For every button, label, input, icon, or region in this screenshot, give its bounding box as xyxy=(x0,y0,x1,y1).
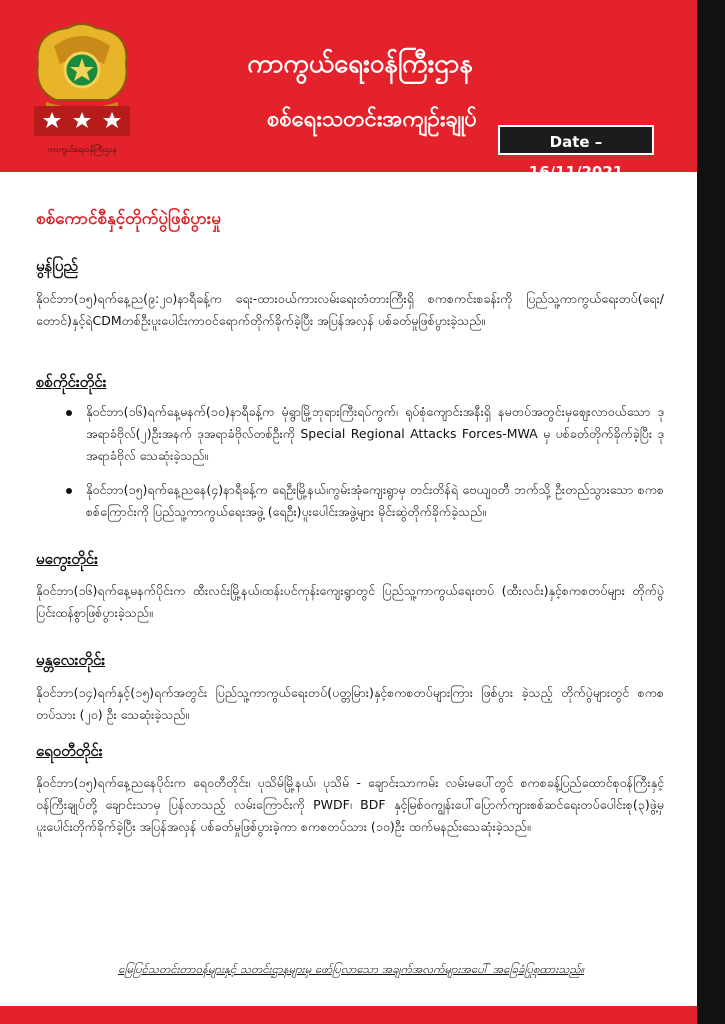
bullet-item: နိုဝင်ဘာ(၁၅)ရက်နေ့ညနေ(၄)နာရီခန့်က ရေဦးမြို့နယ်၊ကွမ်းအုံကျေးရွာမှ တင်းတိန်ရဲ ဗေယျဝတီ ဘက်သို့ ဦးတည်သွားသော စကစစစ်ကြောင်းကို ပြည်သူ့ကာကွယ်ရေးအဖွဲ့ (ရေဦး)ပူးပေါင်းအဖွဲ့များ မိုင်းဆွဲတိုက်ခိုက်ခဲ့သည်။ xyxy=(86,482,664,519)
bullet-icon xyxy=(66,410,72,416)
ministry-title: ကာကွယ်ရေးဝန်ကြီးဌာန xyxy=(247,49,473,79)
bullet-icon xyxy=(66,488,72,494)
section-heading-sagaing: စစ်ကိုင်းတိုင်း xyxy=(36,373,107,391)
section-heading-mandalay: မန္တလေးတိုင်း xyxy=(36,651,106,669)
section-paragraph: နိုဝင်ဘာ(၁၅)ရက်နေ့ညနေပိုင်းက ရေဝတီတိုင်း၊ ပုသိမ်မြို့နယ်၊ ပုသိမ် - ချောင်းသာကမ်း လမ်းမပေါ်တွင် စကစခန့်ပြည်ထောင်စုဝန်ကြီးနှင့်ဝန်ကြီးချုပ်တို့ ချောင်းသာမှ ပြန်လာသည့် လမ်းကြောင်းကို PWDF၊ BDF နှင့်မြစ်ဝကျွန်းပေါ်ပြောက်ကျားစစ်ဆင်ရေးတပ်ပေါင်းစု(၃)ဖွဲ့မှ ပူးပေါင်းတိုက်ခိုက်ခဲ့ပြီး အပြန်အလှန် ပစ်ခတ်မှုဖြစ်ပွားခဲ့ကာ စကစတပ်သား (၁၀)ဦး ထက်မနည်းသေဆုံးခဲ့သည်။ xyxy=(36,775,664,834)
emblem-caption: ကာကွယ်ရေးဝန်ကြီးဌာန xyxy=(47,145,117,154)
section-paragraph: နိုဝင်ဘာ(၁၆)ရက်နေ့မနက်ပိုင်းက ထီးလင်းမြို့နယ်၊ထန်းပင်ကုန်းကျေးရွာတွင် ပြည်သူ့ကာကွယ်ရေးတပ် (ထီးလင်း)နှင့်စကစတပ်များ တိုက်ပွဲပြင်းထန်စွာဖြစ်ပွားခဲ့သည်။ xyxy=(36,583,664,620)
footer-bar xyxy=(0,1006,697,1024)
document-title: စစ်ကောင်စီနှင့်တိုက်ပွဲဖြစ်ပွားမှု xyxy=(36,209,221,229)
military-emblem-icon xyxy=(28,18,136,158)
section-paragraph: နိုဝင်ဘာ(၁၅)ရက်နေ့ည(၉:၂၀)နာရီခန့်က ရေး-ထားဝယ်ကားလမ်းရေးတံတားကြီးရှိ စကစကင်းစခန်းကို ပြည်သူ့ကာကွယ်ရေးတပ်(ရေး/တောင်)နှင့်ရဲCDMတစ်ဦးပူးပေါင်းကာဝင်ရောက်တိုက်ခိုက်ခဲ့ပြီး အပြန်အလှန် ပစ်ခတ်မှုဖြစ်ပွားခဲ့သည်။ xyxy=(36,291,664,328)
section-heading-magway: မကွေးတိုင်း xyxy=(36,550,98,568)
date-badge: Date – 16/11/2021 xyxy=(498,125,654,155)
page-edge-strip xyxy=(697,0,725,1024)
header-banner xyxy=(0,0,697,181)
section-paragraph: နိုဝင်ဘာ(၁၄)ရက်နှင့်(၁၅)ရက်အတွင်း ပြည်သူ့ကာကွယ်ရေးတပ်(ပတ္တမြား)နှင့်စကစတပ်များကြား ဖြစ်ပွား ခဲ့သည့် တိုက်ပွဲများတွင် စကစတပ်သား (၂၀) ဦး သေဆုံးခဲ့သည်။ xyxy=(36,685,664,722)
bulletin-subtitle: စစ်ရေးသတင်းအကျဉ်းချုပ် xyxy=(267,107,477,132)
section-heading-mon: မွန်ပြည် xyxy=(36,257,78,275)
section-heading-ayeyarwady: ရေဝတီတိုင်း xyxy=(36,742,103,760)
bullet-item: နိုဝင်ဘာ(၁၆)ရက်နေ့မနက်(၁၀)နာရီခန့်က မုံရွာမြို့ဘုရားကြီးရပ်ကွက်၊ ရုပ်စုံကျောင်းအနီးရှိ နမတပ်အတွင်းမှဈေးလာဝယ်သော ဒုအရာခံဗိုလ်(၂)ဦးအနက် ဒုအရာခံဗိုလ်တစ်ဦးကို Special Regional Attacks Forces-MWA မှ ပစ်ခတ်တိုက်ခိုက်ခဲ့ပြီး ဒုအရာခံဗိုလ် သေဆုံးခဲ့သည်။ xyxy=(86,404,664,463)
source-footnote: မြေပြင်သတင်းတာဝန်များနှင့် သတင်းဌာနများမှ ဖော်ပြလာသော အချက်အလက်များအပေါ် အခြေခံပြုစုထားသည်။ xyxy=(118,962,584,976)
